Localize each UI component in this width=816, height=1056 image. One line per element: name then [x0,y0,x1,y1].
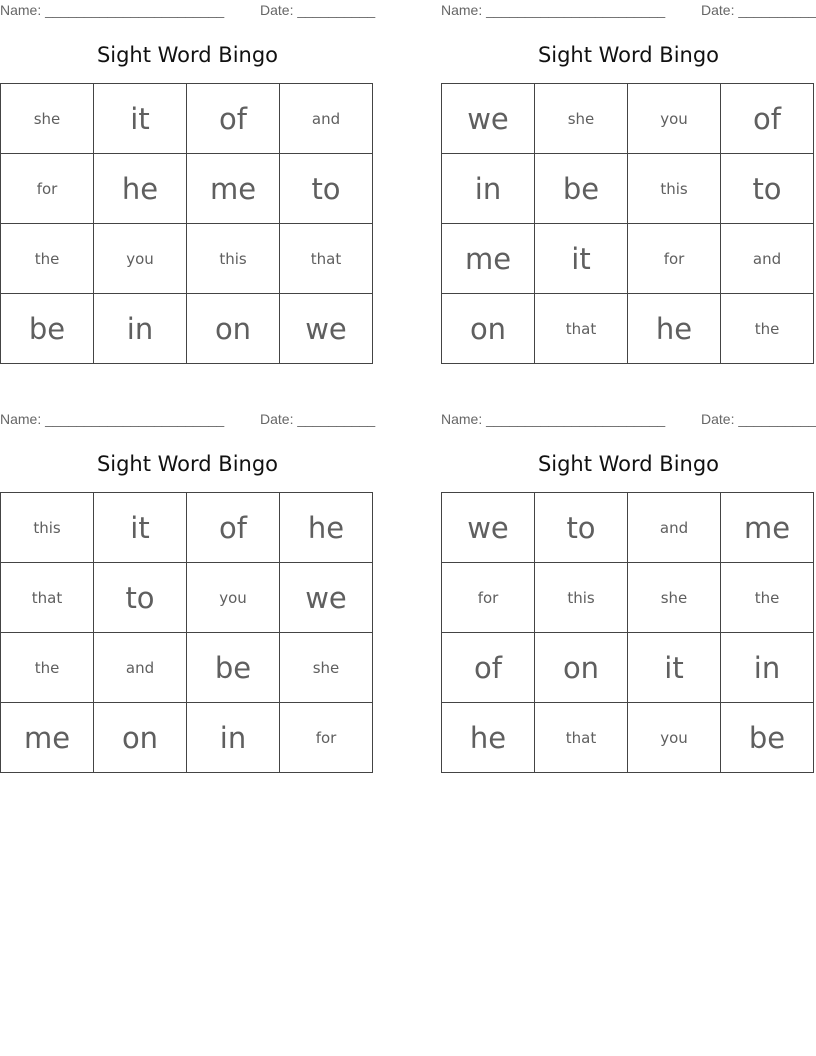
bingo-cell: you [628,84,721,154]
grid-row [1,224,373,294]
grid-row [1,294,373,364]
bingo-cell: you [628,703,721,773]
bingo-cell: me [442,224,535,294]
bingo-cell: me [721,493,814,563]
bingo-cell: to [721,154,814,224]
bingo-cell: to [280,154,373,224]
bingo-cell: we [280,294,373,364]
date-field-label: Date: __________ [260,2,376,18]
grid-row [442,563,814,633]
bingo-cell: the [721,563,814,633]
card-header [441,409,816,429]
bingo-cell: for [628,224,721,294]
bingo-cell: on [535,633,628,703]
bingo-cell: in [721,633,814,703]
grid-row [1,154,373,224]
bingo-cell: this [535,563,628,633]
grid-row [442,154,814,224]
date-field-label: Date: __________ [701,2,816,18]
bingo-cell: this [187,224,280,294]
bingo-card-4 [441,409,816,773]
bingo-cell: it [628,633,721,703]
grid-row [442,633,814,703]
card-header [0,0,375,20]
bingo-card-3 [0,409,375,773]
bingo-card-1 [0,0,375,364]
bingo-cell: we [280,563,373,633]
bingo-cell: for [442,563,535,633]
bingo-cell: she [628,563,721,633]
card-title: Sight Word Bingo [96,452,279,476]
name-field-label: Name: _______________________ [441,411,666,427]
bingo-card-2 [441,0,816,364]
bingo-cell: this [1,493,94,563]
bingo-cell: in [94,294,187,364]
bingo-cell: it [94,493,187,563]
grid-row [1,493,373,563]
bingo-cell: to [94,563,187,633]
bingo-cell: and [94,633,187,703]
date-field-label: Date: __________ [701,411,816,427]
bingo-cell: we [442,84,535,154]
bingo-cell: she [1,84,94,154]
bingo-cell: she [280,633,373,703]
bingo-cell: for [1,154,94,224]
bingo-cell: me [1,703,94,773]
bingo-cell: on [442,294,535,364]
date-field-label: Date: __________ [260,411,376,427]
bingo-cell: that [280,224,373,294]
name-field-label: Name: _______________________ [0,411,225,427]
bingo-grid [441,492,814,773]
grid-row [442,703,814,773]
bingo-cell: that [535,294,628,364]
bingo-cell: be [187,633,280,703]
bingo-cell: be [1,294,94,364]
grid-row [442,294,814,364]
bingo-grid [0,492,373,773]
grid-row [442,224,814,294]
bingo-cell: the [1,633,94,703]
bingo-cell: he [628,294,721,364]
card-header [0,409,375,429]
bingo-cell: she [535,84,628,154]
grid-row [442,493,814,563]
bingo-cell: this [628,154,721,224]
bingo-grid [0,83,373,364]
bingo-cell: he [94,154,187,224]
bingo-cell: we [442,493,535,563]
bingo-cell: he [442,703,535,773]
bingo-cell: of [187,84,280,154]
bingo-cell: and [721,224,814,294]
card-title: Sight Word Bingo [96,43,279,67]
bingo-cell: to [535,493,628,563]
grid-row [442,84,814,154]
name-field-label: Name: _______________________ [0,2,225,18]
bingo-cell: it [535,224,628,294]
bingo-cell: of [187,493,280,563]
bingo-cell: he [280,493,373,563]
card-header [441,0,816,20]
grid-row [1,563,373,633]
bingo-cell: on [94,703,187,773]
bingo-cell: on [187,294,280,364]
bingo-cell: in [187,703,280,773]
bingo-cell: you [94,224,187,294]
bingo-cell: the [1,224,94,294]
bingo-cell: it [94,84,187,154]
bingo-cell: for [280,703,373,773]
grid-row [1,84,373,154]
name-field-label: Name: _______________________ [441,2,666,18]
bingo-cell: be [535,154,628,224]
bingo-cell: and [280,84,373,154]
card-title: Sight Word Bingo [537,452,720,476]
bingo-cell: and [628,493,721,563]
bingo-cell: of [721,84,814,154]
bingo-cell: the [721,294,814,364]
bingo-cell: that [535,703,628,773]
grid-row [1,703,373,773]
bingo-cell: you [187,563,280,633]
bingo-cell: me [187,154,280,224]
bingo-cell: be [721,703,814,773]
grid-row [1,633,373,703]
bingo-grid [441,83,814,364]
card-title: Sight Word Bingo [537,43,720,67]
bingo-cell: of [442,633,535,703]
bingo-cell: that [1,563,94,633]
bingo-cell: in [442,154,535,224]
